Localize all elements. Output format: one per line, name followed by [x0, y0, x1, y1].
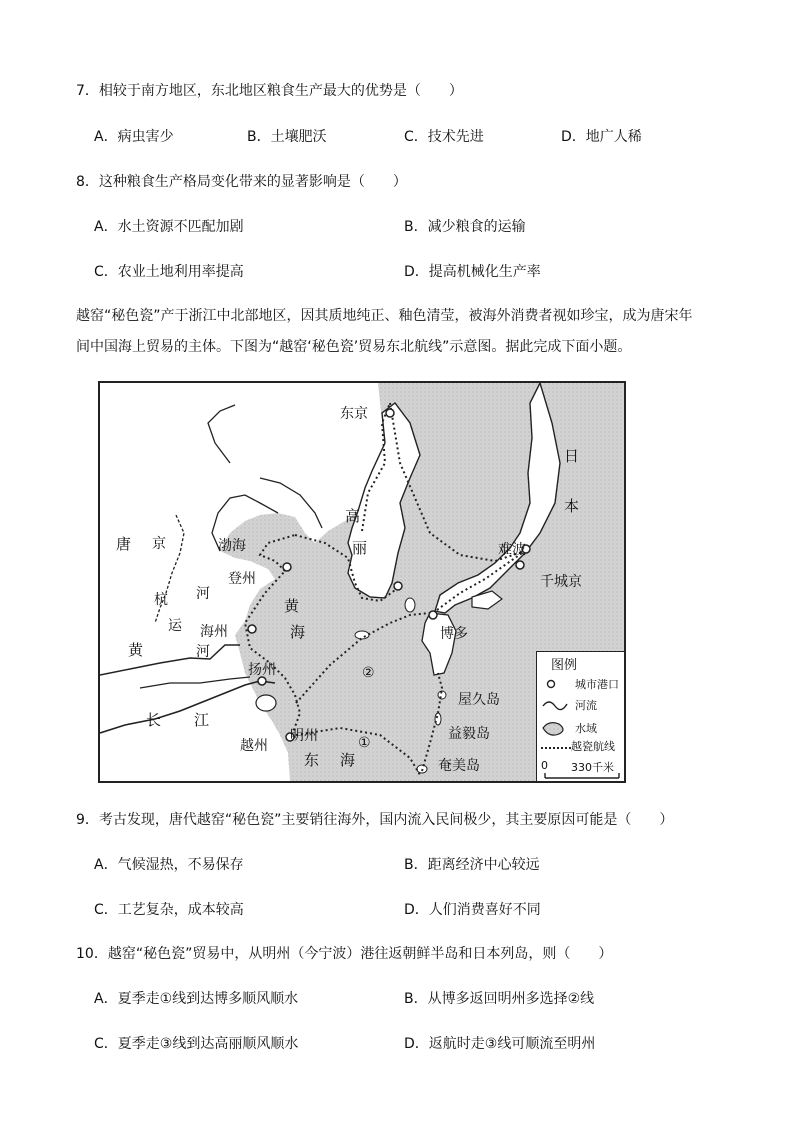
tsushima-island: [405, 598, 415, 612]
port-bode: [429, 611, 437, 619]
yangtze-river: [100, 681, 275, 733]
question-7-option-d: D．地广人稀: [561, 129, 642, 145]
question-9-stem: 9．考古发现，唐代越窑“秘色瓷”主要销往海外，国内流入民间极少，其主要原因可能是（ ）: [76, 812, 674, 828]
question-9-option-a: A．气候湿热，不易保存: [94, 857, 244, 873]
label-haizhou: 海州: [200, 624, 228, 640]
question-8-option-d: D．提高机械化生产率: [404, 264, 541, 280]
question-8-stem: 8．这种粮食生产格局变化带来的显著影响是（ ）: [76, 174, 407, 190]
passage-line-2: 间中国海上贸易的主体。下图为“越窑‘秘色瓷’贸易东北航线”示意图。据此完成下面小题。: [76, 339, 632, 355]
legend-title: 图例: [551, 658, 578, 673]
label-jing: 京: [152, 536, 166, 552]
label-huang-river: 黄: [128, 641, 144, 659]
yellow-river: [100, 645, 240, 675]
port-dengzhou: [283, 563, 291, 571]
label-hai2: 海: [340, 751, 356, 769]
label-hang: 杭: [154, 592, 168, 608]
tanegashima-island: [435, 713, 441, 725]
label-he1: 河: [196, 586, 210, 602]
label-yanmeidao: 奄美岛: [438, 758, 480, 774]
label-route-2: ②: [362, 665, 375, 681]
jeju-island: [355, 631, 369, 639]
legend-scale-zero: 0: [541, 759, 548, 772]
question-8-option-c: C．农业土地利用率提高: [94, 264, 244, 280]
map-legend: [536, 651, 626, 783]
port-qianchengjing: [516, 561, 524, 569]
trade-route-map: [98, 381, 626, 783]
question-10-option-b: B．从博多返回明州多选择②线: [404, 991, 595, 1007]
question-7-option-a: A．病虫害少: [94, 129, 174, 145]
question-7-option-c: C．技术先进: [404, 129, 484, 145]
label-bohai: 渤海: [218, 538, 246, 554]
question-7-stem: 7．相较于南方地区，东北地区粮食生产最大的优势是（ ）: [76, 83, 463, 99]
taihu-lake: [256, 695, 276, 711]
question-9-option-b: B．距离经济中心较远: [404, 857, 540, 873]
label-yangzhou: 扬州: [248, 662, 276, 678]
label-yijiudao: 益毅岛: [448, 726, 490, 742]
label-ri: 日: [564, 447, 580, 465]
label-dongjing: 东京: [340, 406, 368, 422]
question-10-option-c: C．夏季走③线到达高丽顺风顺水: [94, 1036, 299, 1052]
legend-port-icon: [548, 681, 555, 688]
legend-river-icon: [543, 702, 567, 710]
label-dengzhou: 登州: [228, 571, 256, 587]
yangtze-river-branch: [140, 677, 250, 688]
question-10-stem: 10．越窑“秘色瓷”贸易中，从明州（今宁波）港往返朝鲜半岛和日本列岛，则（ ）: [76, 946, 613, 962]
passage-line-1: 越窑“秘色瓷”产于浙江中北部地区，因其质地纯正、釉色清莹，被海外消费者视如珍宝，成为唐宋年: [76, 308, 693, 324]
question-10-option-a: A．夏季走①线到达博多顺风顺水: [94, 991, 299, 1007]
label-nanbo: 难波: [498, 542, 526, 558]
question-9-option-c: C．工艺复杂，成本较高: [94, 902, 244, 918]
legend-water-label: 水域: [575, 722, 597, 735]
label-qianchengjing: 千城京: [540, 574, 582, 590]
label-bode: 博多: [440, 626, 468, 642]
upper-river: [208, 405, 235, 463]
label-li: 丽: [352, 539, 368, 557]
label-tang: 唐: [116, 535, 132, 553]
question-7-option-b: B．土壤肥沃: [247, 129, 327, 145]
label-dong: 东: [304, 751, 320, 769]
label-mingzhou: 明州: [290, 728, 318, 744]
label-he2: 河: [196, 644, 210, 660]
legend-port-label: 城市港口: [575, 678, 619, 691]
label-jiang: 江: [194, 711, 210, 729]
question-8-option-b: B．减少粮食的运输: [404, 219, 526, 235]
port-haizhou: [248, 625, 256, 633]
legend-river-label: 河流: [575, 699, 597, 712]
label-hai-sea: 海: [290, 623, 306, 641]
question-8-option-a: A．水土资源不匹配加剧: [94, 219, 244, 235]
label-huang-sea: 黄: [284, 597, 300, 615]
label-yuezhou: 越州: [240, 738, 268, 754]
port-korea: [394, 582, 402, 590]
label-yun: 运: [168, 618, 182, 634]
label-gao: 高: [345, 507, 361, 525]
legend-water-icon: [543, 723, 563, 735]
label-route-1: ①: [358, 735, 371, 751]
question-10-option-d: D．返航时走③线可顺流至明州: [404, 1036, 596, 1052]
label-wujiudao: 屋久岛: [458, 692, 500, 708]
label-chang: 长: [146, 711, 162, 729]
legend-scale-value: 330千米: [571, 761, 614, 774]
port-dongjing: [386, 409, 394, 417]
label-ben: 本: [564, 497, 580, 515]
question-9-option-d: D．人们消费喜好不同: [404, 902, 541, 918]
legend-route-label: 越瓷航线: [571, 740, 615, 753]
